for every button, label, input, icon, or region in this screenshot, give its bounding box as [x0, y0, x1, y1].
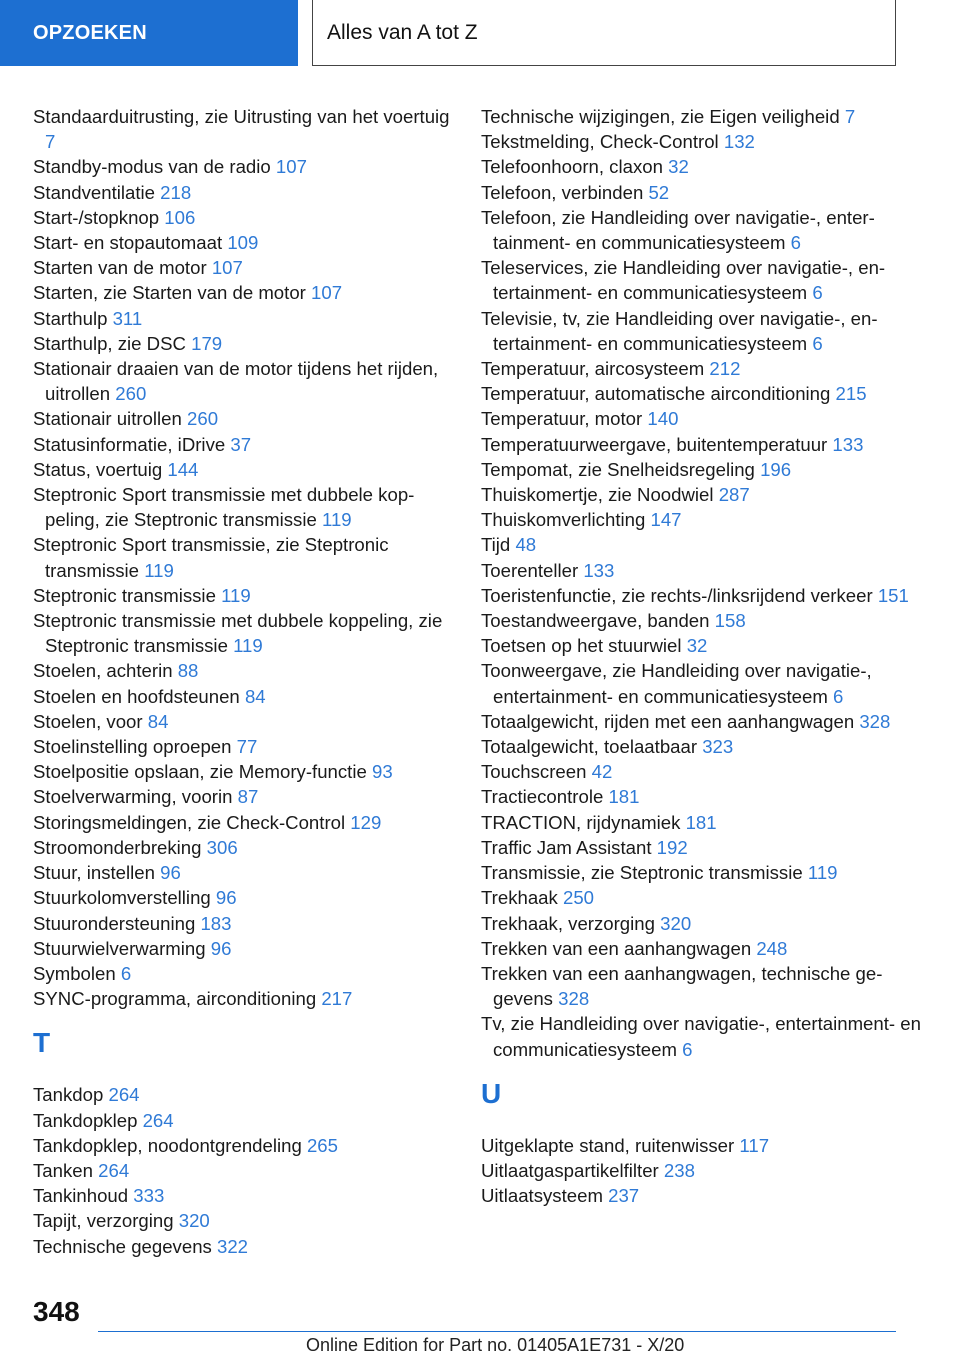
page-reference-link[interactable]: 264	[98, 1159, 130, 1181]
index-entry	[481, 154, 921, 179]
index-entry-text: Telefoon, zie Handleiding over navigatie-, entertainment- en communicatiesysteem	[481, 206, 875, 254]
index-entry-text: Steptronic transmissie	[33, 584, 216, 606]
index-entry-text: Stuur, instellen	[33, 862, 155, 884]
index-entry	[481, 482, 921, 507]
index-entry	[481, 583, 921, 608]
page-reference-link[interactable]: 248	[756, 937, 788, 959]
page-reference-link[interactable]: 217	[321, 988, 353, 1010]
index-entry	[33, 911, 453, 936]
footer-divider	[98, 1331, 896, 1332]
index-entry-text: Traffic Jam Assistant	[481, 836, 652, 858]
index-entry	[481, 1011, 921, 1061]
page-reference-link[interactable]: 119	[221, 584, 251, 606]
page-reference-link[interactable]: 42	[591, 761, 613, 783]
page-reference-link[interactable]: 328	[859, 710, 891, 732]
index-entry-text: Tankdop	[33, 1084, 104, 1106]
index-column-left	[33, 104, 453, 1259]
page-reference-link[interactable]: 323	[702, 736, 734, 758]
index-entry	[481, 507, 921, 532]
index-entry-text: Tijd	[481, 534, 511, 556]
page-reference-link[interactable]: 32	[668, 156, 689, 178]
index-column-right	[481, 104, 921, 1208]
page-reference-link[interactable]: 84	[244, 685, 266, 707]
index-entry-text: Totaalgewicht, rijden met een aanhangwagen	[481, 710, 855, 732]
index-entry-text: Stoelpositie opslaan, zie Memory-functie	[33, 761, 367, 783]
index-entry	[481, 1133, 921, 1158]
index-entry-text: Uitlaatsysteem	[481, 1185, 603, 1207]
page-reference-link[interactable]: 218	[160, 181, 192, 203]
index-entry-text: Tractiecontrole	[481, 786, 604, 808]
index-entry-text: SYNC-programma, airconditioning	[33, 988, 317, 1010]
page-reference-link[interactable]: 107	[211, 257, 243, 279]
page-reference-link[interactable]: 84	[147, 710, 169, 732]
index-entry	[481, 432, 921, 457]
index-entry-text: Temperatuurweergave, buitentemperatuur	[481, 433, 828, 455]
page-reference-link[interactable]: 260	[187, 408, 219, 430]
page-reference-link[interactable]: 107	[275, 156, 307, 178]
index-entry	[33, 860, 453, 885]
page-reference-link[interactable]: 322	[217, 1235, 249, 1257]
index-entry	[481, 104, 921, 129]
page-reference-link[interactable]: 132	[723, 131, 755, 153]
index-entry	[33, 230, 453, 255]
index-entry	[481, 381, 921, 406]
page-reference-link[interactable]: 212	[709, 358, 741, 380]
index-entry	[33, 658, 453, 683]
page-reference-link[interactable]: 260	[115, 383, 147, 405]
index-entry	[481, 608, 921, 633]
page-reference-link[interactable]: 119	[321, 509, 352, 531]
index-entry-text: Trekken van een aanhangwagen	[481, 937, 752, 959]
index-entry-text: Transmissie, zie Steptronic transmissie	[481, 862, 803, 884]
page-reference-link[interactable]: 179	[191, 332, 223, 354]
index-entry-text: Tankdopklep	[33, 1109, 138, 1131]
index-entry	[481, 759, 921, 784]
index-entry-text: Status, voertuig	[33, 458, 163, 480]
index-entry-text: TRACTION, rijdynamiek	[481, 811, 681, 833]
index-entry	[33, 205, 453, 230]
index-entry-text: Technische wijzigingen, zie Eigen veiligheid	[481, 106, 840, 127]
index-entry	[481, 911, 921, 936]
index-entry	[33, 936, 453, 961]
index-entry	[33, 154, 453, 179]
page-reference-link[interactable]: 7	[844, 106, 856, 127]
page-reference-link[interactable]: 6	[682, 1038, 693, 1060]
index-entry	[33, 835, 453, 860]
page-reference-link[interactable]: 32	[686, 635, 708, 657]
page-reference-link[interactable]: 77	[236, 736, 258, 758]
index-entry	[481, 406, 921, 431]
page-reference-link[interactable]: 6	[120, 962, 132, 984]
page-reference-link[interactable]: 109	[227, 232, 259, 254]
index-entry	[33, 1234, 453, 1259]
index-entry-text: Starthulp	[33, 307, 108, 329]
index-entry	[33, 432, 453, 457]
index-entry-text: Stoelen, achterin	[33, 660, 173, 682]
index-entry	[33, 306, 453, 331]
index-entry-text: Toonweergave, zie Handleiding over navigatie-, entertainment- en communicatiesysteem	[481, 660, 872, 707]
index-entry-text: Tankdopklep, noodontgrendeling	[33, 1134, 302, 1156]
index-entry	[33, 104, 453, 154]
index-entry-text: Trekhaak	[481, 887, 558, 909]
page-reference-link[interactable]: 117	[739, 1134, 770, 1156]
page-reference-link[interactable]: 287	[718, 484, 750, 506]
index-entry	[481, 734, 921, 759]
page-reference-link[interactable]: 306	[206, 836, 238, 858]
page-reference-link[interactable]: 320	[660, 912, 692, 934]
index-entry	[33, 180, 453, 205]
index-entry	[481, 709, 921, 734]
index-entry	[481, 1158, 921, 1183]
index-entry	[33, 255, 453, 280]
index-entry-text: Toerenteller	[481, 559, 579, 581]
page-reference-link[interactable]: 7	[45, 131, 56, 153]
index-entry-text: Stoelen en hoofdsteunen	[33, 685, 240, 707]
index-entry	[481, 205, 921, 255]
index-entry	[481, 860, 921, 885]
page-reference-link[interactable]: 6	[833, 685, 844, 707]
index-entry	[33, 1183, 453, 1208]
index-entry-text: Stationair uitrollen	[33, 408, 182, 430]
index-entry	[33, 684, 453, 709]
index-entry-text: Storingsmeldingen, zie Check-Control	[33, 811, 346, 833]
index-entry	[33, 885, 453, 910]
index-entry	[33, 1133, 453, 1158]
index-entry-text: Start- en stopautomaat	[33, 232, 223, 254]
index-entry-text: Touchscreen	[481, 761, 587, 783]
index-entry-text: Stroomonderbreking	[33, 836, 202, 858]
index-entry-text: Technische gegevens	[33, 1235, 212, 1257]
index-entry	[33, 1158, 453, 1183]
chapter-title: Alles van A tot Z	[312, 0, 896, 66]
index-entry	[33, 759, 453, 784]
page-number: 348	[33, 1296, 80, 1327]
page-reference-link[interactable]: 133	[832, 433, 864, 455]
index-entry-text: Standventilatie	[33, 181, 155, 203]
page-reference-link[interactable]: 140	[647, 408, 679, 430]
index-entry	[33, 810, 453, 835]
index-entry	[33, 709, 453, 734]
index-entry-text: Steptronic Sport transmissie, zie Steptronic transmissie	[33, 534, 389, 581]
index-entry-text: Steptronic transmissie met dubbele koppeling, zie Steptronic transmissie	[33, 610, 443, 657]
index-entry-text: Stuurwielverwarming	[33, 937, 206, 959]
index-entry-text: Toestandweergave, banden	[481, 610, 710, 632]
page-reference-link[interactable]: 181	[685, 811, 717, 833]
index-entry-text: Stoelen, voor	[33, 710, 143, 732]
page-reference-link[interactable]: 88	[177, 660, 199, 682]
page-reference-link[interactable]: 6	[790, 232, 801, 254]
page-reference-link[interactable]: 237	[608, 1185, 640, 1207]
index-entry	[33, 532, 453, 582]
index-entry	[481, 306, 921, 356]
index-entry-text: Tv, zie Handleiding over navigatie-, entertainment- en communicatiesysteem	[481, 1013, 921, 1060]
index-entry-text: Totaalgewicht, toelaatbaar	[481, 736, 698, 758]
index-entry-text: Steptronic Sport transmissie met dubbele koppeling, zie Steptronic transmissie	[33, 484, 415, 531]
footer-edition: Online Edition for Part no. 01405A1E731 - X/20	[306, 1335, 685, 1355]
index-entry	[481, 936, 921, 961]
page-reference-link[interactable]: 264	[142, 1109, 174, 1131]
index-entry	[33, 406, 453, 431]
page-reference-link[interactable]: 181	[608, 786, 640, 808]
page-reference-link[interactable]: 196	[760, 458, 792, 480]
index-entry-text: Start-/stopknop	[33, 206, 160, 228]
page-reference-link[interactable]: 147	[650, 509, 682, 531]
index-entry-text: Thuiskomertje, zie Noodwiel	[481, 484, 714, 506]
index-entry-text: Trekken van een aanhangwagen, technische gegevens	[481, 962, 883, 1010]
index-entry-text: Tankinhoud	[33, 1185, 129, 1207]
index-entry	[33, 1082, 453, 1107]
index-letter-heading: T	[33, 1027, 51, 1059]
index-entry	[33, 986, 453, 1011]
page-reference-link[interactable]: 215	[835, 383, 867, 405]
page-reference-link[interactable]: 119	[233, 635, 263, 657]
index-entry-text: Standaarduitrusting, zie Uitrusting van het voertuig	[33, 106, 450, 127]
index-entry-text: Telefoonhoorn, claxon	[481, 156, 663, 178]
index-entry-text: Stuurkolomverstelling	[33, 887, 211, 909]
page-reference-link[interactable]: 183	[200, 912, 232, 934]
index-entry	[33, 280, 453, 305]
page-reference-link[interactable]: 250	[563, 887, 595, 909]
index-entry	[481, 255, 921, 305]
page-reference-link[interactable]: 6	[812, 282, 823, 304]
index-entry-text: Televisie, tv, zie Handleiding over navigatie-, entertainment- en communicatiesysteem	[481, 307, 878, 354]
page-reference-link[interactable]: 48	[515, 534, 537, 556]
index-entry	[33, 457, 453, 482]
page-reference-link[interactable]: 96	[160, 862, 181, 884]
index-entry-text: Uitlaatgaspartikelfilter	[481, 1159, 659, 1181]
page-reference-link[interactable]: 192	[656, 836, 688, 858]
page-reference-link[interactable]: 265	[306, 1134, 338, 1156]
page-reference-link[interactable]: 119	[144, 559, 174, 581]
page-reference-link[interactable]: 333	[133, 1185, 165, 1207]
page-reference-link[interactable]: 96	[215, 887, 237, 909]
page-reference-link[interactable]: 158	[714, 610, 746, 632]
page-reference-link[interactable]: 96	[210, 937, 232, 959]
index-entry-text: Temperatuur, automatische airconditioning	[481, 383, 831, 405]
index-entry-text: Tanken	[33, 1159, 93, 1181]
index-entry	[33, 482, 453, 532]
index-entry-text: Toeristenfunctie, zie rechts-/linksrijdend verkeer	[481, 584, 873, 606]
index-entry-text: Stoelverwarming, voorin	[33, 786, 233, 808]
index-entry	[481, 810, 921, 835]
index-entry	[481, 558, 921, 583]
index-entry-text: Tapijt, verzorging	[33, 1210, 174, 1232]
index-entry-text: Starten, zie Starten van de motor	[33, 282, 306, 304]
page-reference-link[interactable]: 151	[877, 584, 909, 606]
page-reference-link[interactable]: 129	[350, 811, 382, 833]
page-reference-link[interactable]: 6	[812, 332, 823, 354]
section-tab: OPZOEKEN	[0, 0, 298, 66]
index-entry	[33, 784, 453, 809]
index-entry-text: Thuiskomverlichting	[481, 509, 646, 531]
index-entry-text: Statusinformatie, iDrive	[33, 433, 226, 455]
index-entry	[481, 532, 921, 557]
page-reference-link[interactable]: 37	[230, 433, 252, 455]
index-entry	[481, 1183, 921, 1208]
index-entry-text: Stoelinstelling oproepen	[33, 736, 232, 758]
index-entry	[33, 961, 453, 986]
index-entry	[481, 961, 921, 1011]
index-entry-text: Tekstmelding, Check-Control	[481, 131, 719, 153]
index-entry	[481, 457, 921, 482]
index-entry-text: Stationair draaien van de motor tijdens het rijden, uitrollen	[33, 358, 439, 405]
index-entry	[481, 885, 921, 910]
page-reference-link[interactable]: 264	[108, 1084, 140, 1106]
index-entry-text: Temperatuur, motor	[481, 408, 643, 430]
page-reference-link[interactable]: 133	[583, 559, 615, 581]
page-reference-link[interactable]: 320	[178, 1210, 210, 1232]
index-entry-text: Stuurondersteuning	[33, 912, 196, 934]
page-reference-link[interactable]: 311	[112, 307, 143, 329]
index-entry-text: Toetsen op het stuurwiel	[481, 635, 682, 657]
page-reference-link[interactable]: 87	[237, 786, 259, 808]
index-entry-text: Uitgeklapte stand, ruitenwisser	[481, 1134, 735, 1156]
page-header	[0, 0, 960, 66]
index-entry-text: Trekhaak, verzorging	[481, 912, 655, 934]
page-reference-link[interactable]: 106	[164, 206, 196, 228]
index-entry	[33, 1208, 453, 1233]
page-reference-link[interactable]: 328	[558, 988, 590, 1010]
index-entry	[33, 356, 453, 406]
index-entry	[33, 608, 453, 658]
index-entry	[33, 331, 453, 356]
page-reference-link[interactable]: 119	[807, 862, 838, 884]
page-reference-link[interactable]: 144	[167, 458, 199, 480]
index-entry	[481, 658, 921, 708]
index-entry-text: Starten van de motor	[33, 257, 207, 279]
page-reference-link[interactable]: 107	[311, 282, 343, 304]
index-entry	[481, 835, 921, 860]
index-entry-text: Standby-modus van de radio	[33, 156, 271, 178]
index-entry-text: Teleservices, zie Handleiding over navigatie-, entertainment- en communicatiesysteem	[481, 257, 886, 304]
index-entry	[481, 356, 921, 381]
page-reference-link[interactable]: 93	[372, 761, 393, 783]
index-entry	[481, 180, 921, 205]
index-entry	[481, 129, 921, 154]
index-entry-text: Starthulp, zie DSC	[33, 332, 186, 354]
index-entry	[33, 734, 453, 759]
page-reference-link[interactable]: 238	[663, 1159, 695, 1181]
index-entry	[33, 1108, 453, 1133]
index-entry	[481, 633, 921, 658]
index-entry-text: Tempomat, zie Snelheidsregeling	[481, 458, 755, 480]
page-reference-link[interactable]: 52	[648, 181, 670, 203]
index-entry	[481, 784, 921, 809]
index-letter-heading: U	[481, 1077, 502, 1109]
index-entry-text: Temperatuur, aircosysteem	[481, 358, 705, 380]
index-entry	[33, 583, 453, 608]
index-entry-text: Telefoon, verbinden	[481, 181, 644, 203]
index-entry-text: Symbolen	[33, 962, 116, 984]
